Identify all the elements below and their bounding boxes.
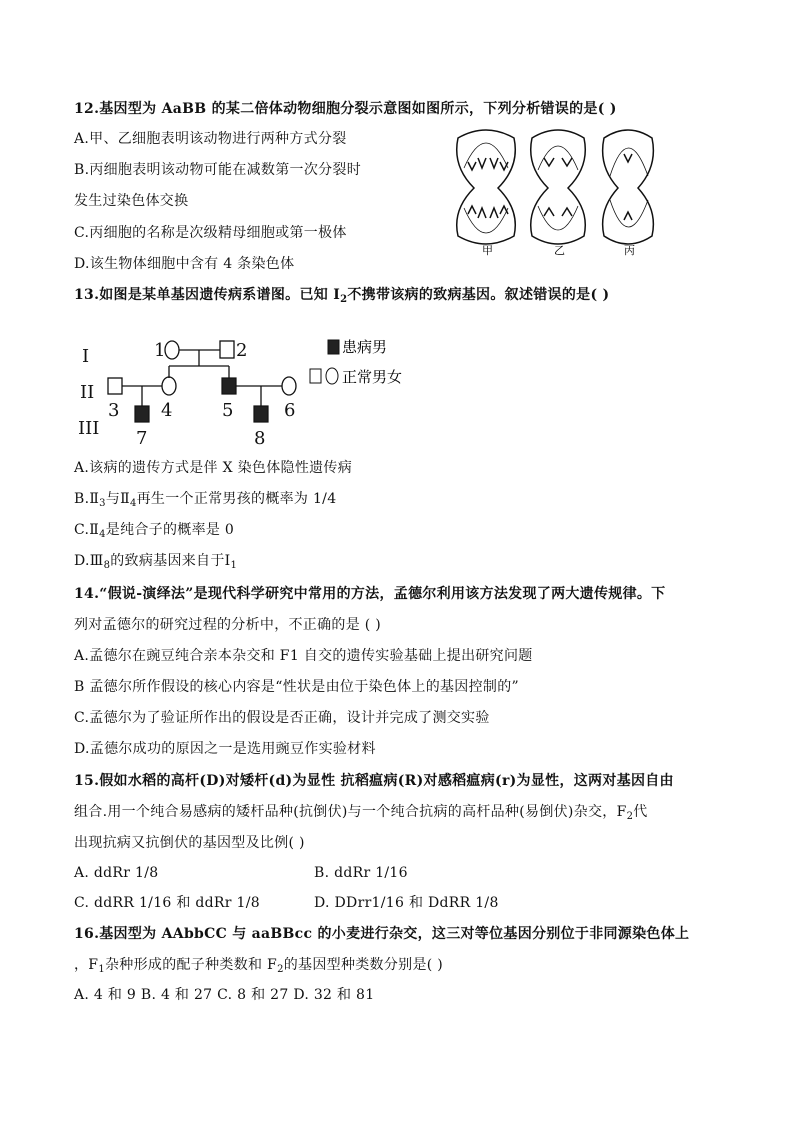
q15-option-d: D. DDrr1/16 和 DdRR 1/8: [314, 895, 499, 911]
cell-yi: [531, 130, 586, 244]
q14-stem-line1: 14.“假说-演绎法”是现代科学研究中常用的方法，孟德尔利用该方法发现了两大遗传规律。下: [74, 586, 666, 602]
label-4: 4: [161, 400, 173, 421]
q12-option-a: A.甲、乙细胞表明该动物进行两种方式分裂: [74, 131, 347, 147]
q12-option-c: C.丙细胞的名称是次级精母细胞或第一极体: [74, 225, 347, 241]
q16-stem-line1: 16.基因型为 AAbbCC 与 aaBBcc 的小麦进行杂交，这三对等位基因分别位于非同源染色体上: [74, 926, 690, 942]
label-3: 3: [108, 400, 120, 421]
q14-option-b: B 孟德尔所作假设的核心内容是“性状是由位于染色体上的基因控制的”: [74, 679, 519, 695]
label-jia: 甲: [482, 244, 493, 257]
legend-normal-label: 正常男女: [342, 368, 403, 386]
individual-II5-affected: [222, 378, 236, 394]
gen-1-label: I: [82, 346, 90, 367]
label-8: 8: [254, 428, 266, 449]
pedigree-figure: [74, 330, 444, 450]
label-yi: 乙: [554, 244, 565, 257]
label-6: 6: [284, 400, 296, 421]
q15-stem-line1: 15.假如水稻的高杆(D)对矮杆(d)为显性 抗稻瘟病(R)对感稻瘟病(r)为显性，这两对基因自由: [74, 773, 674, 789]
legend-affected-icon: [328, 340, 339, 354]
q13-stem: 13.如图是某单基因遗传病系谱图。已知 $I_2$不携带该病的致病基因。叙述错误的是( ): [74, 287, 610, 305]
gen-2-label: II: [80, 382, 95, 403]
cell-bing: [603, 130, 654, 244]
label-5: 5: [222, 400, 234, 421]
q13-option-a: A.该病的遗传方式是伴 X 染色体隐性遗传病: [74, 460, 353, 476]
q15-stem-line2: 组合.用一个纯合易感病的矮杆品种(抗倒伏)与一个纯合抗病的高杆品种(易倒伏)杂交，$F_2$代: [74, 804, 648, 822]
q15-stem-line3: 出现抗病又抗倒伏的基因型及比例( ): [74, 835, 305, 851]
q15-option-b: B. ddRr 1/16: [314, 865, 408, 881]
gen-3-label: III: [78, 418, 100, 439]
q14-stem-line2: 列对孟德尔的研究过程的分析中，不正确的是 ( ): [74, 617, 382, 633]
legend-normal-male-icon: [310, 369, 321, 383]
q12-stem: 12.基因型为 AaBB 的某二倍体动物细胞分裂示意图如图所示，下列分析错误的是( ): [74, 101, 617, 117]
individual-III7-affected: [135, 406, 149, 422]
label-7: 7: [136, 428, 148, 449]
q13-option-b: $B.Ⅱ_3$与$Ⅱ_4$再生一个正常男孩的概率为 1/4: [74, 491, 337, 509]
label-2: 2: [236, 340, 248, 361]
q14-option-a: A.孟德尔在豌豆纯合亲本杂交和 F1 自交的遗传实验基础上提出研究问题: [74, 648, 533, 664]
q12-option-d: D.该生物体细胞中含有 4 条染色体: [74, 256, 295, 272]
cell-jia: [457, 130, 516, 244]
cell-division-figure: [448, 128, 668, 258]
q16-stem-line2: ，$F_1$杂种形成的配子种类数和 $F_2$的基因型种类数分别是( ): [74, 957, 444, 975]
q12-option-b-line2: 发生过染色体交换: [74, 193, 189, 209]
q15-option-c: C. ddRR 1/16 和 ddRr 1/8: [74, 895, 260, 911]
q13-option-d: $D.Ⅲ_8$的致病基因来自于$I_1$: [74, 553, 238, 571]
label-bing: 丙: [624, 244, 635, 257]
legend-normal-female-icon: [326, 368, 338, 384]
q14-option-d: D.孟德尔成功的原因之一是选用豌豆作实验材料: [74, 741, 376, 757]
individual-III8-affected: [254, 406, 268, 422]
label-1: 1: [154, 340, 166, 361]
q15-option-a: A. ddRr 1/8: [74, 865, 159, 881]
q16-options: A. 4 和 9 B. 4 和 27 C. 8 和 27 D. 32 和 81: [74, 987, 375, 1003]
q14-option-c: C.孟德尔为了验证所作出的假设是否正确，设计并完成了测交实验: [74, 710, 490, 726]
legend-affected-label: 患病男: [342, 338, 388, 356]
q13-option-c: $C.Ⅱ_4$是纯合子的概率是 0: [74, 522, 235, 540]
q12-option-b-line1: B.丙细胞表明该动物可能在减数第一次分裂时: [74, 162, 362, 178]
